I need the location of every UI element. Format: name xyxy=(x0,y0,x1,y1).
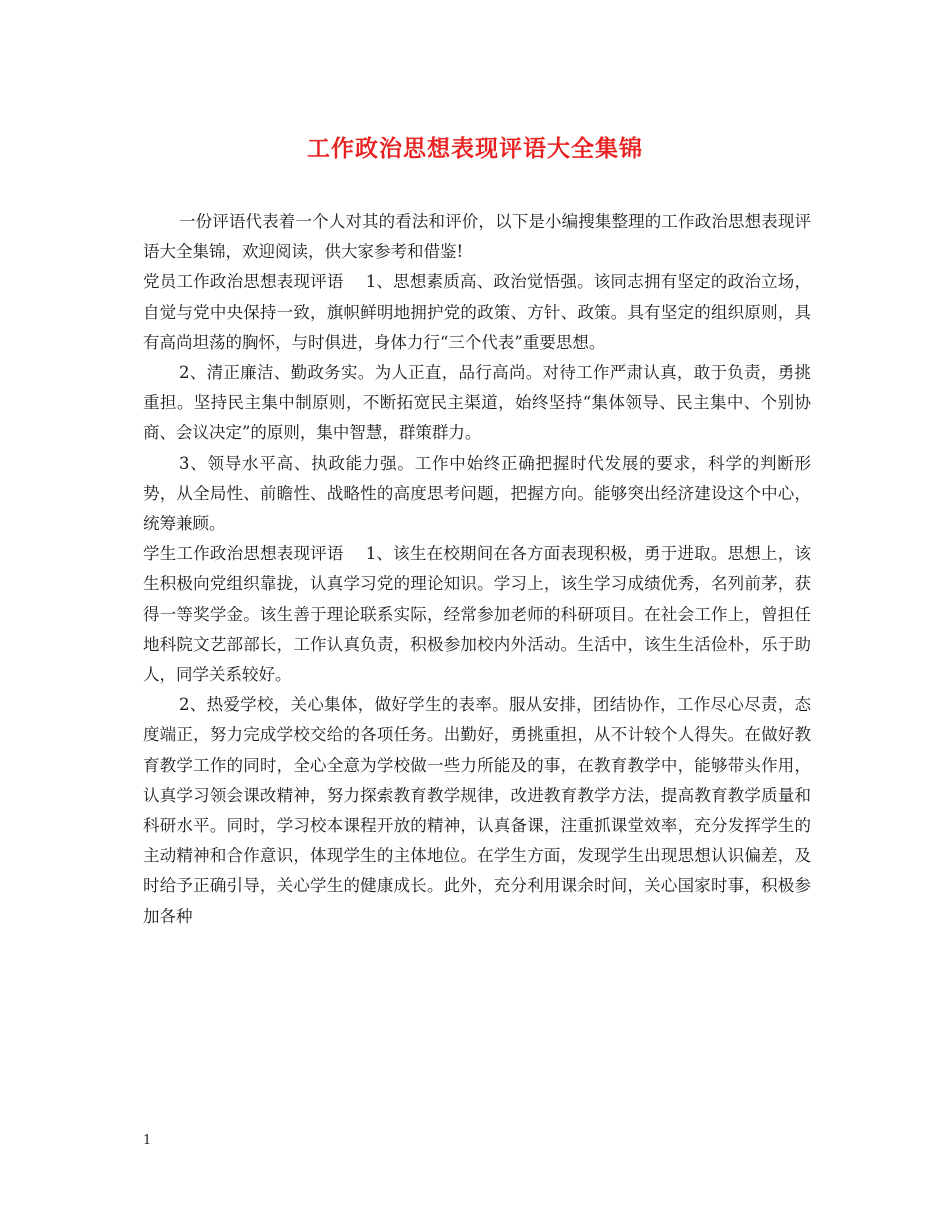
paragraph-text: 1、该生在校期间在各方面表现积极，勇于进取。思想上，该生积极向党组织靠拢，认真学习党的理论知识。学习上，该生学习成绩优秀，名列前茅，获得一等奖学金。该生善于理论联系实际，经常参加老师的科研项目。在社会工作上，曾担任地科院文艺部部长，工作认真负责，积极参加校内外活动。生活中，该生生活俭朴，乐于助人，同学关系较好。 xyxy=(143,544,812,685)
page-number: 1 xyxy=(143,1133,152,1148)
page-title: 工作政治思想表现评语大全集锦 xyxy=(307,135,643,162)
intro-paragraph: 一份评语代表着一个人对其的看法和评价，以下是小编搜集整理的工作政治思想表现评语大全集锦，欢迎阅读，供大家参考和借鉴! xyxy=(143,212,811,262)
paragraph-text: 1、思想素质高、政治觉悟强。该同志拥有坚定的政治立场，自觉与党中央保持一致，旗帜鲜明地拥护党的政策、方针、政策。具有坚定的组织原则，具有高尚坦荡的胸怀，与时俱进，身体力行“三个代表”重要思想。 xyxy=(143,272,812,352)
section-paragraph xyxy=(143,267,811,358)
section-heading-party: 党员工作政治思想表现评语 xyxy=(143,272,344,292)
section-paragraph: 2、清正廉洁、勤政务实。为人正直，品行高尚。对待工作严肃认真，敢于负责，勇挑重担。坚持民主集中制原则，不断拓宽民主渠道，始终坚持“集体领导、民主集中、个别协商、会议决定”的原则，集中智慧，群策群力。 xyxy=(143,363,811,443)
section-paragraph xyxy=(143,539,811,690)
section-paragraph: 2、热爱学校，关心集体，做好学生的表率。服从安排，团结协作，工作尽心尽责，态度端正，努力完成学校交给的各项任务。出勤好，勇挑重担，从不计较个人得失。在做好教育教学工作的同时，全心全意为学校做一些力所能及的事，在教育教学中，能够带头作用，认真学习领会课改精神，努力探索教育教学规律，改进教育教学方法，提高教育教学质量和科研水平。同时，学习校本课程开放的精神，认真备课，注重抓课堂效率，充分发挥学生的主动精神和合作意识，体现学生的主体地位。在学生方面，发现学生出现思想认识偏差，及时给予正确引导，关心学生的健康成长。此外，充分利用课余时间，关心国家时事，积极参加各种 xyxy=(143,695,811,926)
section-heading-student: 学生工作政治思想表现评语 xyxy=(143,544,344,564)
document-body xyxy=(143,207,811,932)
section-paragraph: 3、领导水平高、执政能力强。工作中始终正确把握时代发展的要求，科学的判断形势，从全局性、前瞻性、战略性的高度思考问题，把握方向。能够突出经济建设这个中心，统筹兼顾。 xyxy=(143,453,811,534)
